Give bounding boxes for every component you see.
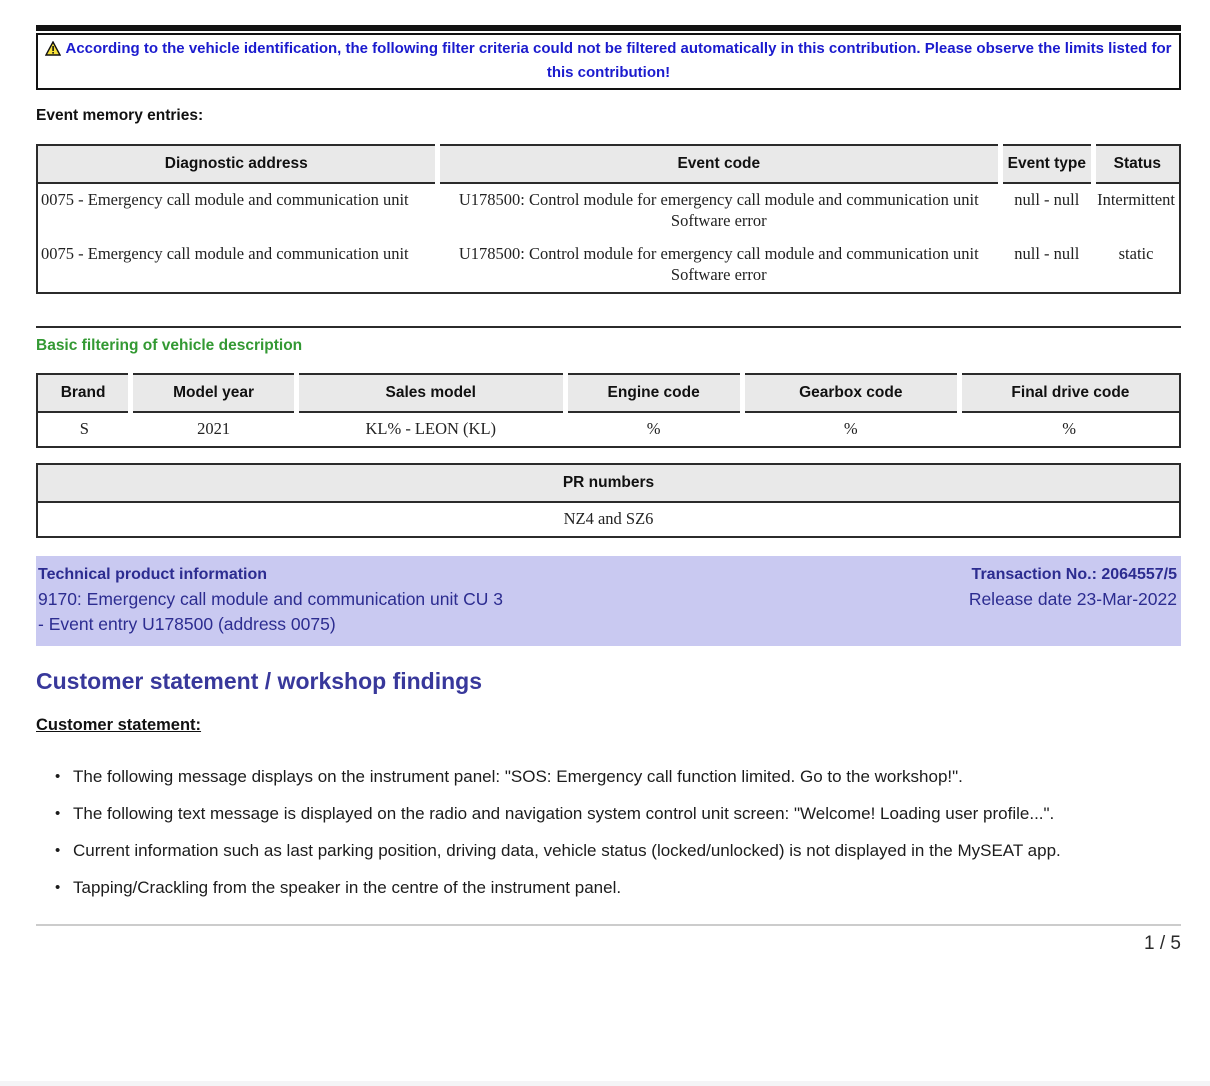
- bullet-icon: •: [55, 768, 61, 785]
- warning-banner: [36, 33, 1181, 90]
- list-item-text: Current information such as last parking position, driving data, vehicle status (locked/unlocked) is not displayed in the MySEAT app.: [73, 841, 1061, 860]
- cell-pr-numbers: NZ4 and SZ6: [563, 509, 654, 528]
- cell-diagnostic-address: 0075 - Emergency call module and communication unit: [41, 190, 409, 209]
- list-item-text: Tapping/Crackling from the speaker in the centre of the instrument panel.: [73, 878, 622, 897]
- customer-statement-subheading: Customer statement:: [36, 716, 202, 734]
- event-memory-header-row: [37, 145, 1180, 183]
- list-item: [36, 837, 1181, 864]
- pr-numbers-table: [36, 463, 1181, 538]
- top-divider-bar: [36, 25, 1181, 31]
- cell-sales-model: KL% - LEON (KL): [365, 419, 497, 438]
- list-item: [36, 763, 1181, 790]
- list-item-text: The following text message is displayed on the radio and navigation system control unit screen: "Welcome! Loading user profile...".: [73, 804, 1055, 823]
- cell-event-code: [437, 238, 1000, 293]
- event-code-line2: Software error: [670, 211, 767, 230]
- release-date: Release date 23-Mar-2022: [968, 589, 1177, 609]
- cell-status: static: [1118, 244, 1154, 263]
- tpi-banner-left: [38, 562, 503, 637]
- table-row: [37, 238, 1180, 293]
- bullet-icon: •: [55, 879, 61, 896]
- table-row: [37, 502, 1180, 537]
- footer-divider-line: [36, 924, 1181, 926]
- col-header-brand: Brand: [37, 374, 131, 412]
- basic-filtering-heading: Basic filtering of vehicle description: [36, 337, 303, 354]
- list-item-text: The following message displays on the instrument panel: "SOS: Emergency call function limited. Go to the workshop!".: [73, 767, 963, 786]
- cell-status: Intermittent: [1097, 190, 1175, 209]
- transaction-label: Transaction No.:: [971, 566, 1097, 583]
- cell-final-drive-code: %: [1062, 419, 1077, 438]
- col-header-model-year: Model year: [131, 374, 297, 412]
- bottom-edge-strip: [0, 1081, 1210, 1086]
- col-header-engine-code: Engine code: [565, 374, 742, 412]
- bullet-icon: •: [55, 842, 61, 859]
- page-number: 1 / 5: [1144, 933, 1181, 954]
- cell-event-type: null - null: [1014, 244, 1080, 263]
- section-heading: Customer statement / workshop findings: [36, 668, 482, 694]
- col-header-event-code: Event code: [437, 145, 1000, 183]
- cell-event-type: null - null: [1014, 190, 1080, 209]
- warning-triangle-icon: [45, 41, 61, 62]
- vehicle-filter-table: [36, 373, 1181, 448]
- tpi-banner-right: [969, 562, 1177, 637]
- col-header-final-drive-code: Final drive code: [959, 374, 1180, 412]
- table-row: [37, 183, 1180, 238]
- list-item: [36, 800, 1181, 827]
- customer-statement-list: [36, 763, 1181, 901]
- warning-text: According to the vehicle identification, the following filter criteria could not be filtered automatically in this contribution. Please observe the limits listed for this contribution!: [65, 40, 1172, 81]
- col-header-gearbox-code: Gearbox code: [742, 374, 959, 412]
- pr-numbers-header-row: [37, 464, 1180, 502]
- cell-diagnostic-address: 0075 - Emergency call module and communication unit: [41, 244, 409, 263]
- event-code-line1: U178500: Control module for emergency call module and communication unit: [458, 190, 979, 209]
- col-header-status: Status: [1093, 145, 1180, 183]
- event-code-line1: U178500: Control module for emergency call module and communication unit: [458, 244, 979, 263]
- cell-model-year: 2021: [197, 419, 231, 438]
- col-header-sales-model: Sales model: [296, 374, 565, 412]
- vehicle-filter-header-row: [37, 374, 1180, 412]
- tpi-event-entry-line: - Event entry U178500 (address 0075): [38, 614, 336, 634]
- tpi-subject-line: 9170: Emergency call module and communication unit CU 3: [38, 589, 503, 609]
- col-header-pr-numbers: PR numbers: [37, 464, 1180, 502]
- bullet-icon: •: [55, 805, 61, 822]
- cell-event-code: [437, 183, 1000, 238]
- tpi-title: Technical product information: [38, 566, 268, 583]
- cell-brand: S: [79, 419, 89, 438]
- col-header-event-type: Event type: [1001, 145, 1094, 183]
- event-memory-table: [36, 144, 1181, 294]
- table-row: [37, 412, 1180, 447]
- transaction-value: 2064557/5: [1101, 566, 1177, 583]
- event-code-line2: Software error: [670, 265, 767, 284]
- cell-gearbox-code: %: [843, 419, 858, 438]
- list-item: [36, 874, 1181, 901]
- transaction-number: [969, 562, 1177, 587]
- col-header-diagnostic-address: Diagnostic address: [37, 145, 437, 183]
- section-divider-line: [36, 326, 1181, 328]
- tpi-banner: [36, 556, 1181, 646]
- cell-engine-code: %: [646, 419, 661, 438]
- event-memory-heading: Event memory entries:: [36, 107, 204, 124]
